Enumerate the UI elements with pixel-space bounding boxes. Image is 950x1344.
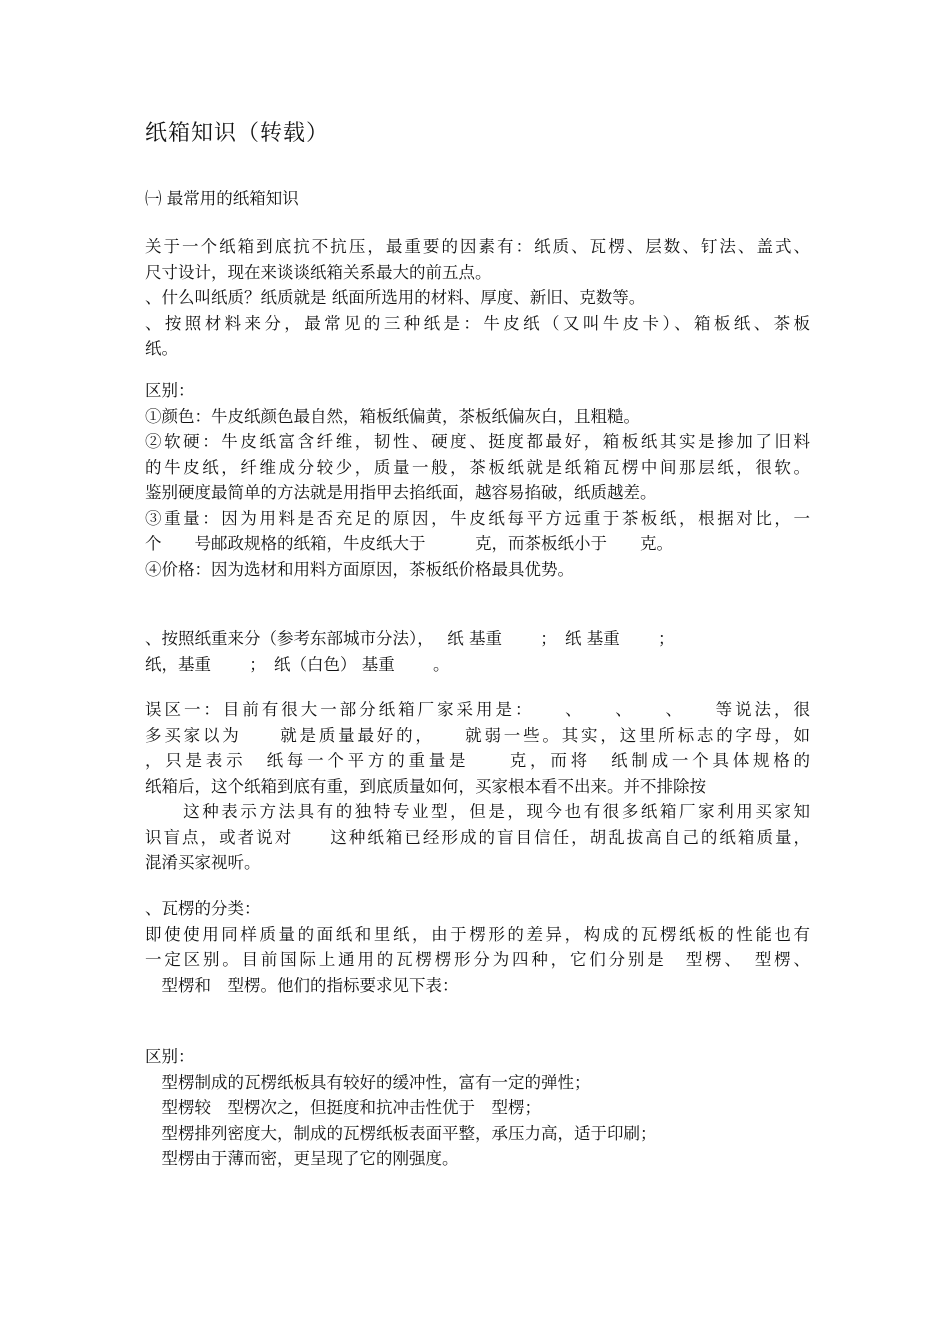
list-item: 型楞制成的瓦楞纸板具有较好的缓冲性，富有一定的弹性； [145, 1072, 591, 1092]
list-item: ①颜色：牛皮纸颜色最自然，箱板纸偏黄，茶板纸偏灰白，且粗糙。 [145, 406, 640, 426]
text-line: 纸箱后，这个纸箱到底有重，到底质量如何，买家根本看不出来。并不排除按 [145, 776, 706, 796]
text-line: 一定区别。目前国际上通用的瓦楞楞形分为四种，它们分别是 型楞、 型楞、 [145, 950, 810, 969]
document-title: 纸箱知识（转载） [145, 121, 330, 146]
list-item: ④价格：因为选材和用料方面原因，茶板纸价格最具优势。 [145, 559, 574, 579]
flute-difference-list [145, 1044, 810, 1172]
text-line: 纸。 [145, 339, 178, 358]
text-line: ，只是表示 纸每一个平方的重量是 克，而将 纸制成一个具体规格的 [145, 751, 810, 770]
list-item: 型楞由于薄而密，更呈现了它的刚强度。 [145, 1149, 459, 1168]
text-line: 、什么叫纸质？纸质就是 纸面所选用的材料、厚度、新旧、克数等。 [145, 288, 646, 307]
list-item: ③重量：因为用料是否充足的原因，牛皮纸每平方远重于茶板纸，根据对比，一 [145, 508, 810, 528]
myth-paragraph [145, 697, 810, 876]
section-heading-text: ㈠ 最常用的纸箱知识 [145, 189, 299, 208]
list-item: 鉴别硬度最简单的方法就是用指甲去掐纸面，越容易掐破，纸质越差。 [145, 483, 657, 502]
text-line: 多买家以为 就是质量最好的， 就弱一些。其实，这里所标志的字母，如 [145, 725, 810, 745]
list-label: 区别： [145, 1047, 195, 1066]
weight-paragraph [145, 626, 810, 677]
text-line: 混淆买家视听。 [145, 853, 261, 872]
text-line: 、按照材料来分，最常见的三种纸是：牛皮纸（又叫牛皮卡）、箱板纸、茶板 [145, 313, 810, 333]
text-line: 关于一个纸箱到底抗不抗压，最重要的因素有：纸质、瓦楞、层数、钉法、盖式、 [145, 237, 810, 256]
section-heading [145, 186, 810, 212]
text-line: 型楞和 型楞。他们的指标要求见下表： [145, 975, 459, 995]
text-line: 纸，基重 ； 纸（白色） 基重 。 [145, 654, 450, 674]
text-line: 、按照纸重来分（参考东部城市分法）， 纸 基重 ； 纸 基重 ； [145, 629, 675, 648]
list-item: 的牛皮纸，纤维成分较少，质量一般，茶板纸就是纸箱瓦楞中间那层纸，很软。 [145, 457, 810, 477]
text-line: 识盲点，或者说对 这种纸箱已经形成的盲目信任，胡乱拔高自己的纸箱质量， [145, 827, 810, 847]
list-label: 区别： [145, 381, 195, 400]
list-item: ②软硬：牛皮纸富含纤维，韧性、硬度、挺度都最好，箱板纸其实是掺加了旧料 [145, 432, 810, 451]
flute-paragraph [145, 896, 810, 998]
difference-list [145, 378, 810, 582]
text-line: 这种表示方法具有的独特专业型，但是，现今也有很多纸箱厂家利用买家知 [145, 802, 810, 821]
list-item: 型楞排列密度大，制成的瓦楞纸板表面平整，承压力高，适于印刷； [145, 1123, 657, 1143]
list-item: 型楞较 型楞次之，但挺度和抗冲击性优于 型楞； [145, 1098, 541, 1117]
list-item: 个 号邮政规格的纸箱，牛皮纸大于 克，而茶板纸小于 克。 [145, 534, 673, 553]
text-line: 误区一：目前有很大一部分纸箱厂家采用是： 、 、 、 等说法，很 [145, 700, 810, 719]
text-line: 、瓦楞的分类： [145, 899, 261, 918]
intro-paragraph [145, 234, 810, 362]
text-line: 尺寸设计，现在来谈谈纸箱关系最大的前五点。 [145, 262, 492, 282]
text-line: 即使使用同样质量的面纸和里纸，由于楞形的差异，构成的瓦楞纸板的性能也有 [145, 924, 810, 944]
